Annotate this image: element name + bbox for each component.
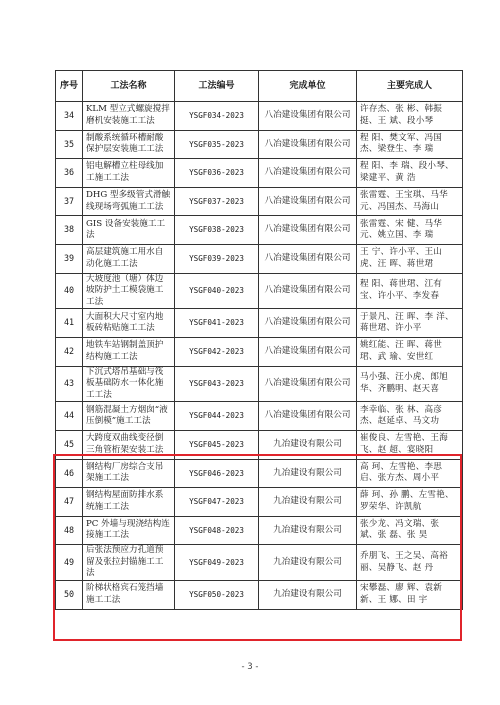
row-completing-unit: 九冶建设有限公司 (259, 488, 357, 517)
row-method-code: YSGF041-2023 (175, 309, 259, 338)
row-method-name: 阶梯状格宾石笼挡墙施工工法 (83, 581, 175, 610)
table-row (56, 309, 463, 338)
row-method-name: 高层建筑施工用水自动化施工工法 (83, 244, 175, 273)
row-serial-number: 35 (56, 130, 83, 159)
row-completing-unit: 八冶建设集团有限公司 (259, 216, 357, 245)
row-completing-unit: 八冶建设集团有限公司 (259, 273, 357, 309)
page-number: - 3 - (241, 662, 259, 672)
row-main-contributors: 马小强、汪小虎、郎旭华、齐鹏明、赵天喜 (357, 366, 463, 402)
row-main-contributors: 薛 珂、孙 鹏、左雪艳、罗荣华、许凯航 (357, 488, 463, 517)
table-row (56, 159, 463, 188)
construction-method-table (55, 70, 463, 610)
row-main-contributors: 乔朋飞、王之吴、高裕丽、吴静飞、赵 丹 (357, 545, 463, 581)
row-main-contributors: 高 珂、左雪艳、李思启、张方杰、周小平 (357, 459, 463, 488)
row-serial-number: 46 (56, 459, 83, 488)
row-main-contributors: 于景凡、汪 晖、李 洋、蒋世珺、许小平 (357, 309, 463, 338)
row-method-name: 大坡度池（塘）体边坡防护土工模袋施工工法 (83, 273, 175, 309)
row-method-code: YSGF040-2023 (175, 273, 259, 309)
header-serial-number: 序号 (56, 71, 83, 102)
header-completing-unit: 完成单位 (259, 71, 357, 102)
row-method-code: YSGF047-2023 (175, 488, 259, 517)
table-row (56, 216, 463, 245)
row-method-name: PC 外墙与现浇结构连接施工工法 (83, 516, 175, 545)
row-method-code: YSGF037-2023 (175, 187, 259, 216)
row-main-contributors: 张雷霆、王宝琪、马华元、冯国杰、马海山 (357, 187, 463, 216)
row-method-code: YSGF043-2023 (175, 366, 259, 402)
row-serial-number: 39 (56, 244, 83, 273)
table-row (56, 187, 463, 216)
row-serial-number: 34 (56, 102, 83, 131)
row-method-code: YSGF044-2023 (175, 402, 259, 431)
row-method-code: YSGF038-2023 (175, 216, 259, 245)
table-row (56, 402, 463, 431)
row-main-contributors: 李幸临、张 林、高彦杰、赵延卓、马文功 (357, 402, 463, 431)
row-serial-number: 42 (56, 337, 83, 366)
row-method-code: YSGF034-2023 (175, 102, 259, 131)
row-completing-unit: 八冶建设集团有限公司 (259, 366, 357, 402)
table-row (56, 130, 463, 159)
row-serial-number: 38 (56, 216, 83, 245)
row-method-name: 地铁车站钢制盖顶护结构施工工法 (83, 337, 175, 366)
row-main-contributors: 姚红能、汪 晖、蒋世珺、武 瑜、安世红 (357, 337, 463, 366)
row-main-contributors: 崔俊良、左雪艳、王海飞、赵 超、宴晓阳 (357, 430, 463, 459)
row-method-code: YSGF039-2023 (175, 244, 259, 273)
table-row (56, 488, 463, 517)
row-method-name: 大跨度双曲线变径倒三角管桁架安装工法 (83, 430, 175, 459)
row-completing-unit: 八冶建设集团有限公司 (259, 309, 357, 338)
row-completing-unit: 八冶建设集团有限公司 (259, 130, 357, 159)
row-method-name: 钢筋混凝土方烟囱“液压倒模”施工工法 (83, 402, 175, 431)
row-serial-number: 41 (56, 309, 83, 338)
table-row (56, 459, 463, 488)
row-serial-number: 36 (56, 159, 83, 188)
row-serial-number: 49 (56, 545, 83, 581)
row-completing-unit: 八冶建设集团有限公司 (259, 102, 357, 131)
row-method-name: 铝电解槽立柱母线加工施工工法 (83, 159, 175, 188)
header-method-code: 工法编号 (175, 71, 259, 102)
row-serial-number: 40 (56, 273, 83, 309)
row-method-code: YSGF045-2023 (175, 430, 259, 459)
table-row (56, 244, 463, 273)
row-main-contributors: 许存杰、张 彬、韩振挺、王 斌、段小琴 (357, 102, 463, 131)
row-completing-unit: 八冶建设集团有限公司 (259, 337, 357, 366)
row-main-contributors: 程 阳、蒋世珺、江有宝、许小平、李发春 (357, 273, 463, 309)
row-method-code: YSGF050-2023 (175, 581, 259, 610)
row-serial-number: 45 (56, 430, 83, 459)
row-main-contributors: 王 宁、许小平、王山虎、汪 晖、蒋世珺 (357, 244, 463, 273)
row-method-code: YSGF049-2023 (175, 545, 259, 581)
row-method-name: 后张法预应力孔道预留及张拉封锚施工工法 (83, 545, 175, 581)
row-main-contributors: 程 阳、樊文军、冯国杰、梁登生、李 瑞 (357, 130, 463, 159)
row-serial-number: 48 (56, 516, 83, 545)
row-main-contributors: 张雷霆、宋 健、马华元、姚立国、李 瑞 (357, 216, 463, 245)
row-method-name: 制酸系统循环槽耐酸保护层安装施工工法 (83, 130, 175, 159)
row-serial-number: 44 (56, 402, 83, 431)
table-row (56, 273, 463, 309)
row-method-name: KLM 型立式螺旋搅拌磨机安装施工工法 (83, 102, 175, 131)
row-serial-number: 37 (56, 187, 83, 216)
row-method-code: YSGF035-2023 (175, 130, 259, 159)
table-row (56, 366, 463, 402)
row-completing-unit: 八冶建设集团有限公司 (259, 244, 357, 273)
table-row (56, 516, 463, 545)
table-header-row (56, 71, 463, 102)
row-completing-unit: 八冶建设集团有限公司 (259, 402, 357, 431)
row-main-contributors: 宋攀磊、廖 辉、袁新新、王 娜、田 宇 (357, 581, 463, 610)
row-method-name: 钢结构屋面防排水系统施工工法 (83, 488, 175, 517)
table-row (56, 581, 463, 610)
row-method-code: YSGF036-2023 (175, 159, 259, 188)
row-method-code: YSGF048-2023 (175, 516, 259, 545)
row-method-name: DHG 型多级管式滑触线现场弯弧施工工法 (83, 187, 175, 216)
row-main-contributors: 张少龙、冯文瑞、张 斌、张 磊、张 昊 (357, 516, 463, 545)
row-method-name: GIS 设备安装施工工法 (83, 216, 175, 245)
table-row (56, 545, 463, 581)
row-method-code: YSGF042-2023 (175, 337, 259, 366)
row-completing-unit: 九冶建设有限公司 (259, 516, 357, 545)
row-method-name: 钢结构厂房综合支吊架施工工法 (83, 459, 175, 488)
row-completing-unit: 九冶建设有限公司 (259, 545, 357, 581)
row-completing-unit: 九冶建设有限公司 (259, 581, 357, 610)
table-row (56, 337, 463, 366)
row-completing-unit: 八冶建设集团有限公司 (259, 187, 357, 216)
row-serial-number: 47 (56, 488, 83, 517)
row-serial-number: 43 (56, 366, 83, 402)
header-method-name: 工法名称 (83, 71, 175, 102)
row-method-name: 大面积大尺寸室内地板砖粘贴施工工法 (83, 309, 175, 338)
row-method-name: 下沉式塔吊基础与筏板基础防水一体化施工工法 (83, 366, 175, 402)
row-completing-unit: 八冶建设集团有限公司 (259, 159, 357, 188)
header-main-contributors: 主要完成人 (357, 71, 463, 102)
row-method-code: YSGF046-2023 (175, 459, 259, 488)
table-row (56, 102, 463, 131)
table-row (56, 430, 463, 459)
row-completing-unit: 九冶建设有限公司 (259, 459, 357, 488)
row-main-contributors: 程 阳、李 瑞、段小琴、梁建平、黄 浩 (357, 159, 463, 188)
row-serial-number: 50 (56, 581, 83, 610)
row-completing-unit: 九冶建设有限公司 (259, 430, 357, 459)
